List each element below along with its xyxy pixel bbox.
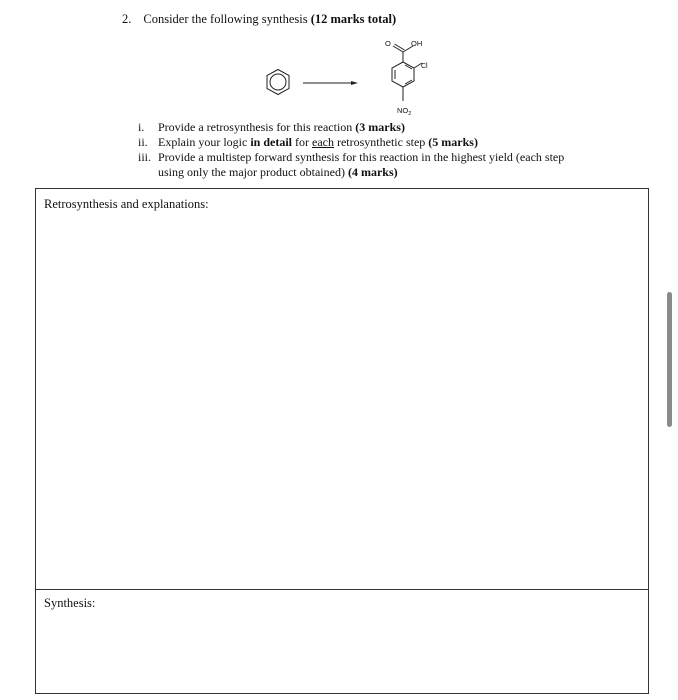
- question-number: 2.: [122, 12, 132, 26]
- retrosynthesis-label: Retrosynthesis and explanations:: [44, 197, 209, 211]
- benzene-structure: [267, 70, 289, 95]
- subquestion-1: [138, 120, 578, 135]
- question-text: Consider the following synthesis: [143, 12, 308, 26]
- synthesis-label: Synthesis:: [44, 596, 96, 610]
- chloro-label: Cl: [421, 63, 428, 70]
- nitro-label: [397, 106, 411, 117]
- subquestion-text: for: [295, 135, 309, 149]
- subquestion-3: [138, 150, 578, 180]
- section-divider: [36, 589, 648, 590]
- subquestion-marker: i.: [138, 120, 145, 134]
- question-marks: (12 marks total): [310, 12, 397, 26]
- reaction-scheme: [258, 34, 448, 122]
- subquestion-underline: each: [312, 135, 334, 149]
- question-heading: [122, 11, 396, 27]
- subquestion-list: [138, 120, 578, 180]
- vertical-scrollbar[interactable]: [667, 292, 672, 427]
- subquestion-2: [138, 135, 578, 150]
- subquestion-marker: iii.: [138, 150, 152, 164]
- subquestion-marks: (4 marks): [347, 165, 398, 179]
- answer-box: [35, 188, 649, 694]
- subquestion-text: retrosynthetic step: [336, 135, 426, 149]
- subquestion-marker: ii.: [138, 135, 148, 149]
- subquestion-marks: (3 marks): [355, 120, 405, 134]
- product-structure: [392, 44, 422, 101]
- carbonyl-oxygen-label: O: [385, 39, 391, 48]
- subquestion-emphasis: in detail: [250, 135, 292, 149]
- hydroxyl-label: OH: [411, 39, 423, 48]
- reaction-arrow: [303, 81, 358, 85]
- subquestion-marks: (5 marks): [428, 135, 478, 149]
- nitro-subscript: 2: [408, 111, 412, 117]
- subquestion-text: Provide a multistep forward synthesis for this reaction in the highest yield (each step using only the major product obtained): [158, 150, 565, 179]
- subquestion-text: Provide a retrosynthesis for this reaction: [158, 120, 353, 134]
- nitro-text: NO: [397, 106, 409, 115]
- subquestion-text: Explain your logic: [158, 135, 248, 149]
